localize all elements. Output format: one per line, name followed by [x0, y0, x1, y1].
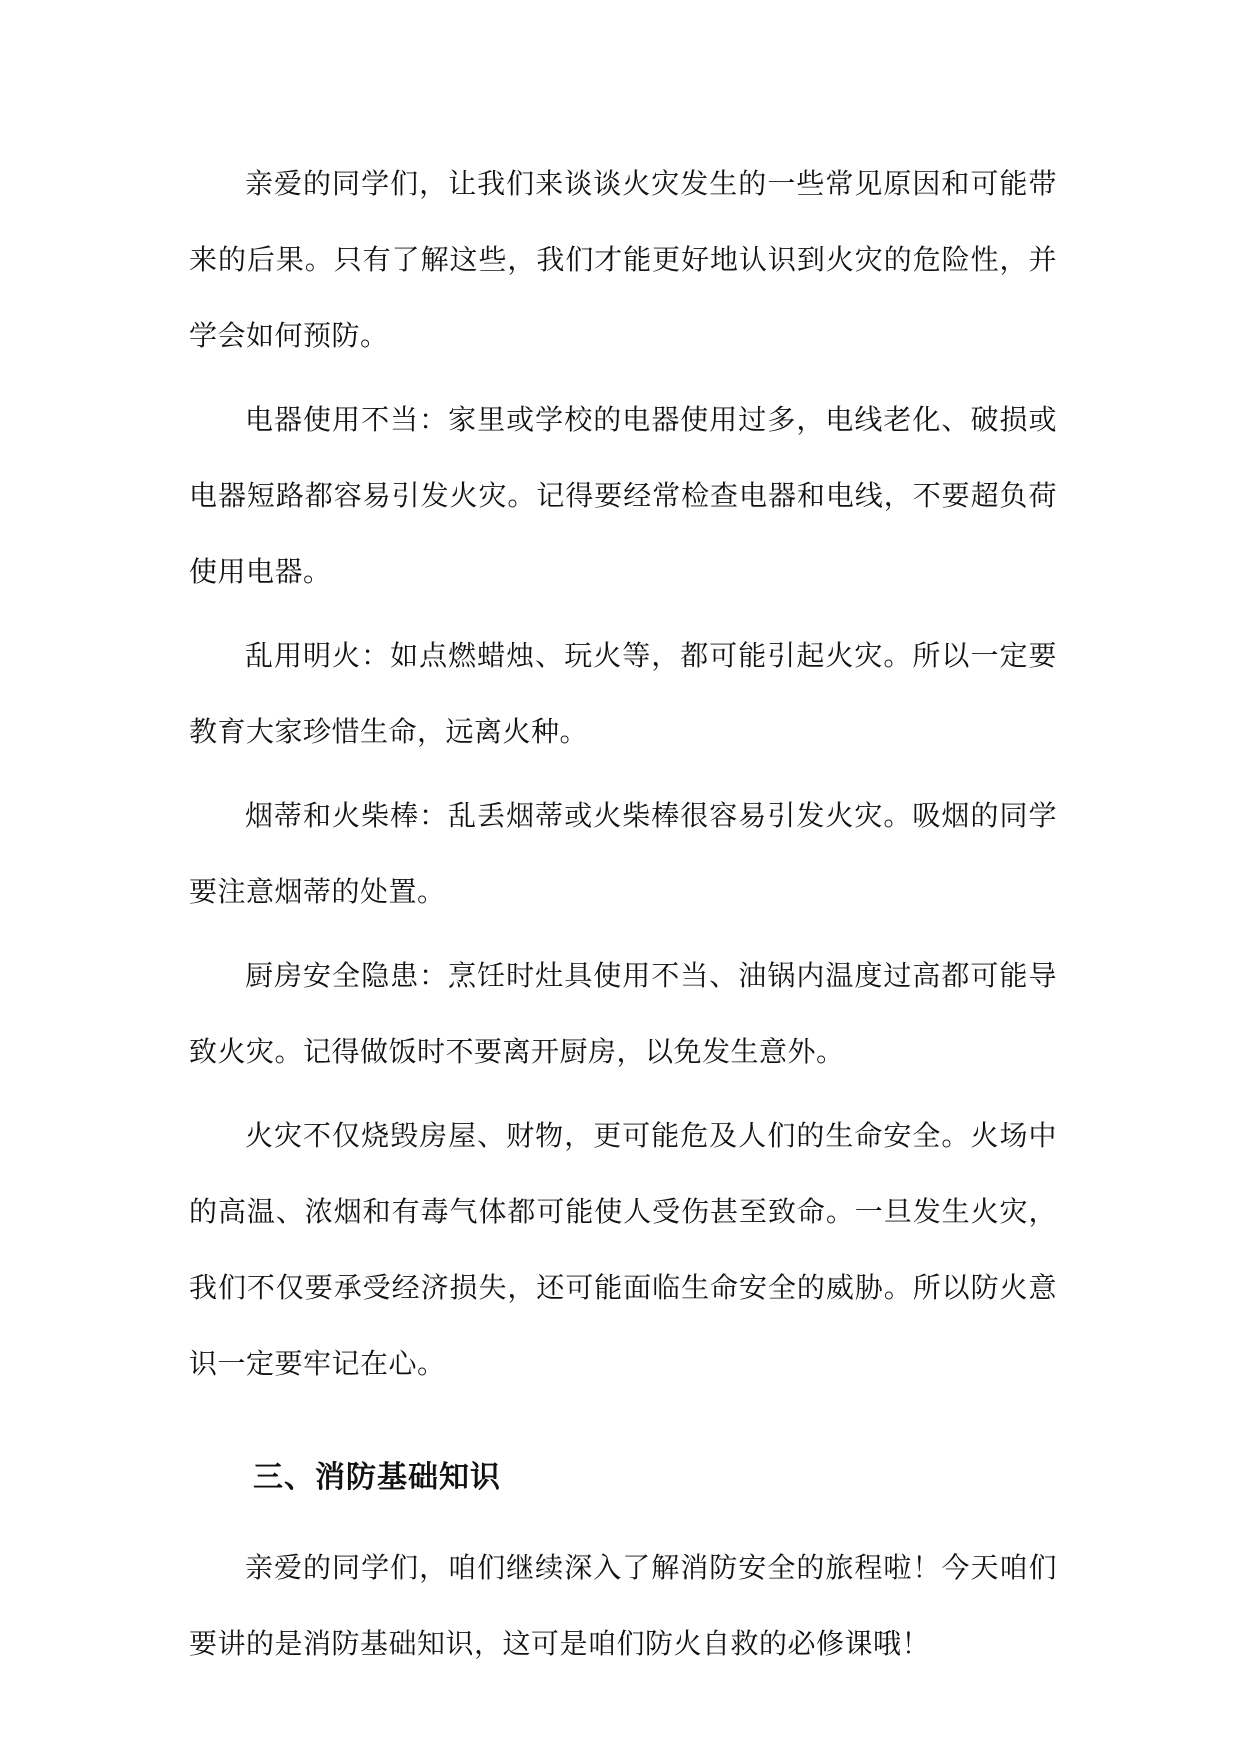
consequences-paragraph: 火灾不仅烧毁房屋、财物，更可能危及人们的生命安全。火场中的高温、浓烟和有毒气体都可能使人受伤甚至致命。一旦发生火灾，我们不仅要承受经济损失，还可能面临生命安全的威胁。所以防火意识一定要牢记在心。 — [189, 1119, 1057, 1380]
section-heading: 三、消防基础知识 — [253, 1460, 501, 1495]
electrical-misuse-paragraph: 电器使用不当：家里或学校的电器使用过多，电线老化、破损或电器短路都容易引发火灾。记得要经常检查电器和电线，不要超负荷使用电器。 — [189, 403, 1057, 588]
intro-paragraph: 亲爱的同学们，让我们来谈谈火灾发生的一些常见原因和可能带来的后果。只有了解这些，我们才能更好地认识到火灾的危险性，并学会如何预防。 — [189, 167, 1057, 352]
section3-intro-paragraph: 亲爱的同学们，咱们继续深入了解消防安全的旅程啦！今天咱们要讲的是消防基础知识，这可是咱们防火自救的必修课哦！ — [189, 1551, 1057, 1660]
document-page — [189, 146, 1057, 1690]
open-flame-paragraph: 乱用明火：如点燃蜡烛、玩火等，都可能引起火灾。所以一定要教育大家珍惜生命，远离火种。 — [189, 639, 1057, 748]
kitchen-hazard-paragraph: 厨房安全隐患：烹饪时灶具使用不当、油锅内温度过高都可能导致火灾。记得做饭时不要离开厨房，以免发生意外。 — [189, 959, 1057, 1068]
cigarette-match-paragraph: 烟蒂和火柴棒：乱丢烟蒂或火柴棒很容易引发火灾。吸烟的同学要注意烟蒂的处置。 — [189, 799, 1057, 908]
